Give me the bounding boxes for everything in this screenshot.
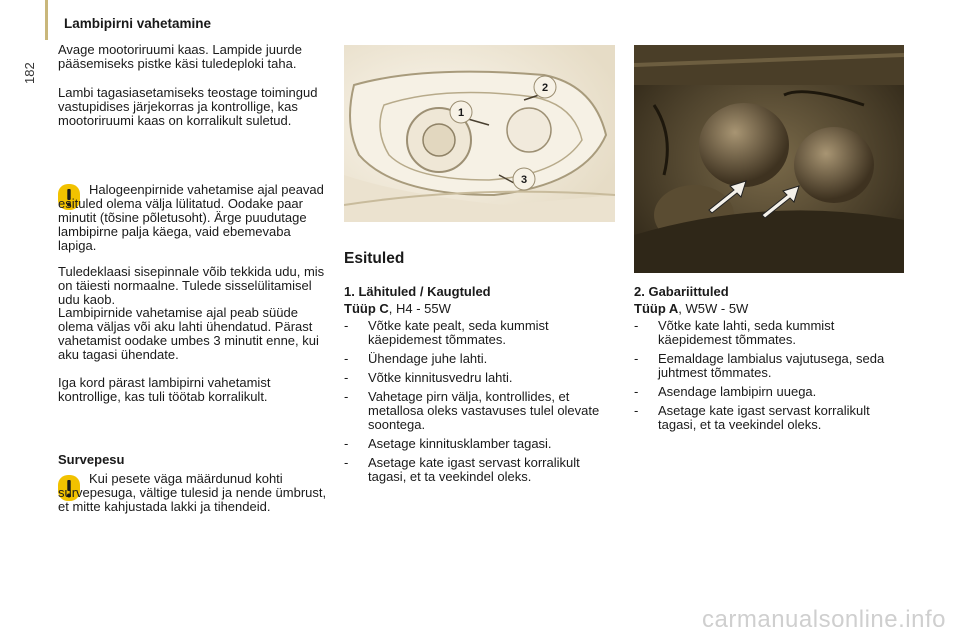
- list-item: - Võtke kate pealt, seda kummist käepidemest tõmmates.: [344, 319, 614, 347]
- watermark: carmanualsonline.info: [702, 606, 946, 633]
- list-item: - Võtke kinnitusvedru lahti.: [344, 371, 614, 385]
- bulb-type-c: [344, 302, 614, 316]
- intro-paragraph-2: Lambi tagasiasetamiseks teostage toimingud vastupidises järjekorras ja kontrollige, kas mootoriruumi kaas on korralikult suletud.: [58, 85, 318, 128]
- headlights-heading: Esituled: [344, 250, 405, 267]
- list-item: - Vahetage pirn välja, kontrollides, et metallosa oleks vastavuses tulel olevate soontega.: [344, 390, 614, 432]
- sidelight-steps-list: [634, 319, 904, 437]
- paragraph-check: Iga kord pärast lambipirni vahetamist kontrollige, kas tuli töötab korralikult.: [58, 375, 271, 404]
- warning-text-2: Kui pesete väga määrdunud kohti survepesuga, vältige tulesid ja nende ümbrust, et mitte kahjustada lakki ja tihendeid.: [58, 471, 327, 514]
- callout-label-3: 3: [520, 174, 528, 186]
- bulb-type-c-value: , H4 - 55W: [388, 301, 451, 316]
- bulb-type-a-label: Tüüp A: [634, 301, 679, 316]
- page-number: 182: [22, 62, 37, 84]
- engine-bay-photo: [634, 45, 904, 273]
- callout-label-1: 1: [457, 107, 465, 119]
- paragraph-fog: Tuledeklaasi sisepinnale võib tekkida udu, mis on täiesti normaalne. Tulede sisselülitamisel udu kaob.: [58, 264, 325, 307]
- bulb-type-c-label: Tüüp C: [344, 301, 389, 316]
- low-high-beam-title: 1. Lähituled / Kaugtuled: [344, 284, 491, 299]
- bulb-type-a-value: , W5W - 5W: [678, 301, 749, 316]
- side-lights-title: 2. Gabariittuled: [634, 284, 729, 299]
- paragraph-ignition: Lambipirnide vahetamise ajal peab süüde olema väljas või aku lahti ühendatud. Pärast vahetamist oodake umbes 3 minutit enne, kui aku tagasi ühendate.: [58, 305, 319, 362]
- headlight-photo: [344, 45, 615, 222]
- intro-paragraph-1: Avage mootoriruumi kaas. Lampide juurde pääsemiseks pistke käsi tuledeploki taha.: [58, 42, 303, 71]
- list-item: - Asetage kate igast servast korralikult tagasi, et ta veekindel oleks.: [634, 404, 904, 432]
- list-item: - Võtke kate lahti, seda kummist käepidemest tõmmates.: [634, 319, 904, 347]
- headlight-steps-list: [344, 319, 614, 489]
- list-item: - Ühendage juhe lahti.: [344, 352, 614, 366]
- margin-bar: [45, 0, 48, 40]
- warning-text-1: Halogeenpirnide vahetamise ajal peavad esituled olema välja lülitatud. Oodake paar minutit (tõsine põletusoht). Ärge puudutage lambipirne palja käega, vaid ebemevaba lapiga.: [58, 182, 324, 253]
- list-item: - Asetage kate igast servast korralikult tagasi, et ta veekindel oleks.: [344, 456, 614, 484]
- washer-title: Survepesu: [58, 452, 125, 467]
- callout-label-2: 2: [541, 82, 549, 94]
- list-item: - Asetage kinnitusklamber tagasi.: [344, 437, 614, 451]
- bulb-type-a: [634, 302, 904, 316]
- section-title: Lambipirni vahetamine: [64, 16, 212, 31]
- list-item: - Eemaldage lambialus vajutusega, seda juhtmest tõmmates.: [634, 352, 904, 380]
- list-item: - Asendage lambipirn uuega.: [634, 385, 904, 399]
